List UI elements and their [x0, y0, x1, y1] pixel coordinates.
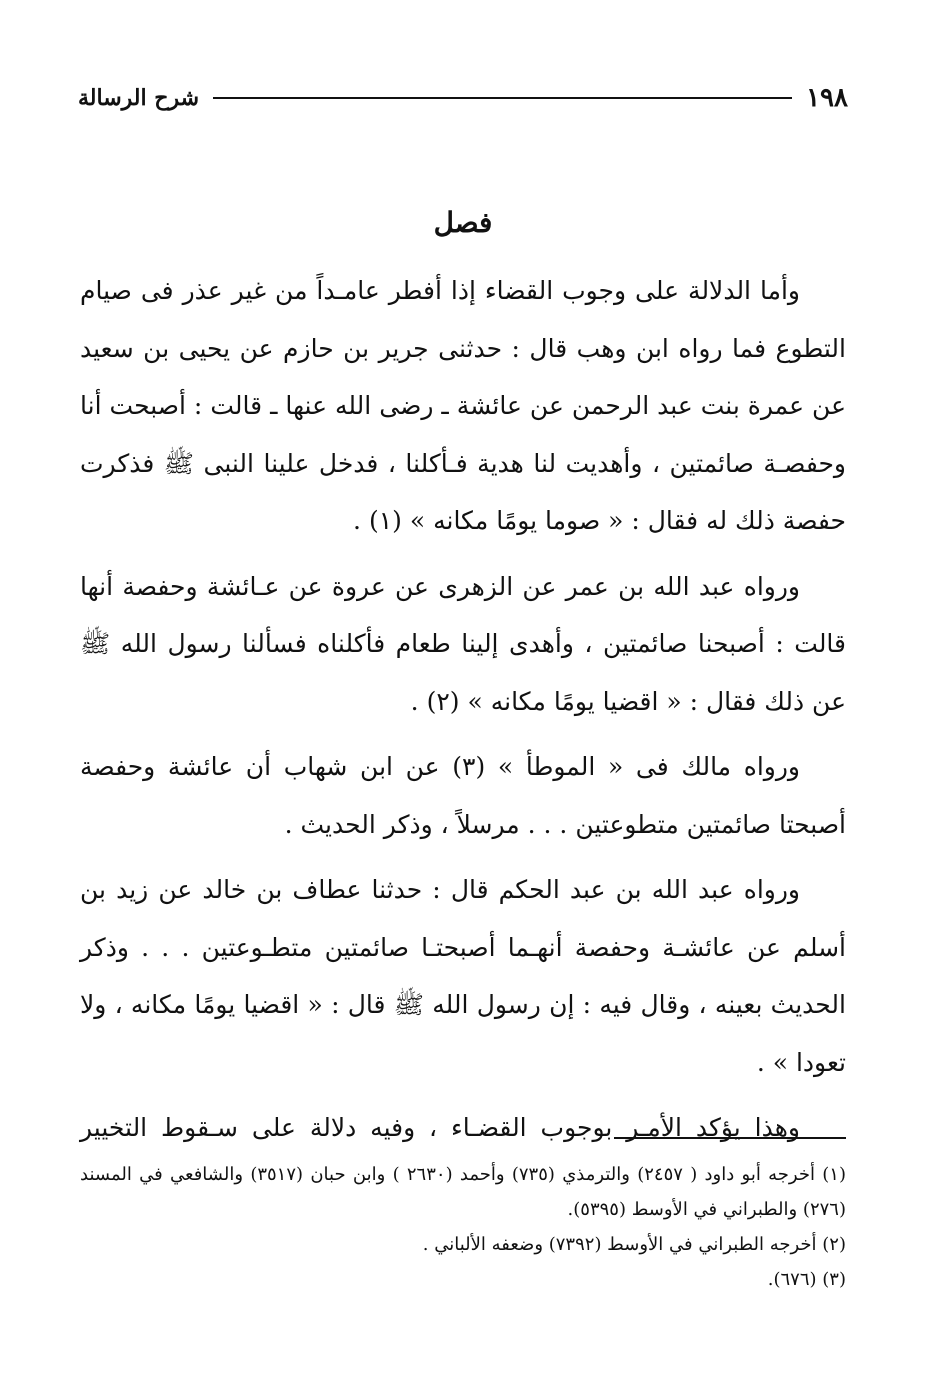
page-number: ١٩٨	[806, 83, 848, 113]
paragraph-3: ورواه مالك فى « الموطأ » (٣) عن ابن شهاب أن عائشة وحفصة أصبحتا صائمتين متطوعتين . . . مرسلاً ، وذكر الحديث .	[80, 752, 846, 839]
running-header	[78, 78, 848, 118]
running-title: شرح الرسالة	[78, 85, 200, 111]
footnote-separator	[614, 1137, 846, 1139]
paragraph-1: وأما الدلالة على وجوب القضاء إذا أفطر عامـداً من غير عذر فى صيام التطوع فما رواه ابن وهب قال : حدثنى جرير بن حازم عن يحيى بن سعيد عن عمرة بنت عبد الرحمن عن عائشة ـ رضى الله عنها ـ قالت : أصبحت أنا وحفصـة صائمتين ، وأهديت لنا هدية فـأكلنا ، فدخل علينا النبى ﷺ فذكرت حفصة ذلك له فقال : « صوما يومًا مكانه » (١) .	[80, 276, 846, 535]
header-rule	[213, 97, 792, 99]
paragraph-4: ورواه عبد الله بن عبد الحكم قال : حدثنا عطاف بن خالد عن زيد بن أسلم عن عائشـة وحفصة أنهـما أصبحتـا صائمتين متطـوعتين . . . وذكر الحديث بعينه ، وقال فيه : إن رسول الله ﷺ قال : « اقضيا يومًا مكانه ، ولا تعودا » .	[80, 875, 846, 1077]
footnote-2: (٢) أخرجه الطبراني في الأوسط (٧٣٩٢) وضعفه الألباني .	[422, 1234, 846, 1255]
footnote-1: (١) أخرجه أبو داود ( ٢٤٥٧) والترمذي (٧٣٥) وأحمد (٢٦٣٠ ) وابن حبان (٣٥١٧) والشافعي في المسند (٢٧٦) والطبراني في الأوسط (٥٣٩٥).	[80, 1164, 846, 1220]
paragraph-2: ورواه عبد الله بن عمر عن الزهرى عن عروة عن عـائشة وحفصة أنها قالت : أصبحنا صائمتين ، وأهدى إلينا طعام فأكلناه فسألنا رسول الله ﷺ عن ذلك فقال : « اقضيا يومًا مكانه » (٢) .	[80, 571, 846, 716]
paragraph-5: وهذا يؤكد الأمـر بوجوب القضـاء ، وفيه دلالة على سـقوط التخيير	[80, 1113, 800, 1142]
footnote-3: (٣) (٦٧٦).	[767, 1269, 846, 1290]
body-text	[80, 262, 846, 1165]
footnotes	[80, 1157, 846, 1297]
section-title: فصل	[433, 206, 493, 239]
